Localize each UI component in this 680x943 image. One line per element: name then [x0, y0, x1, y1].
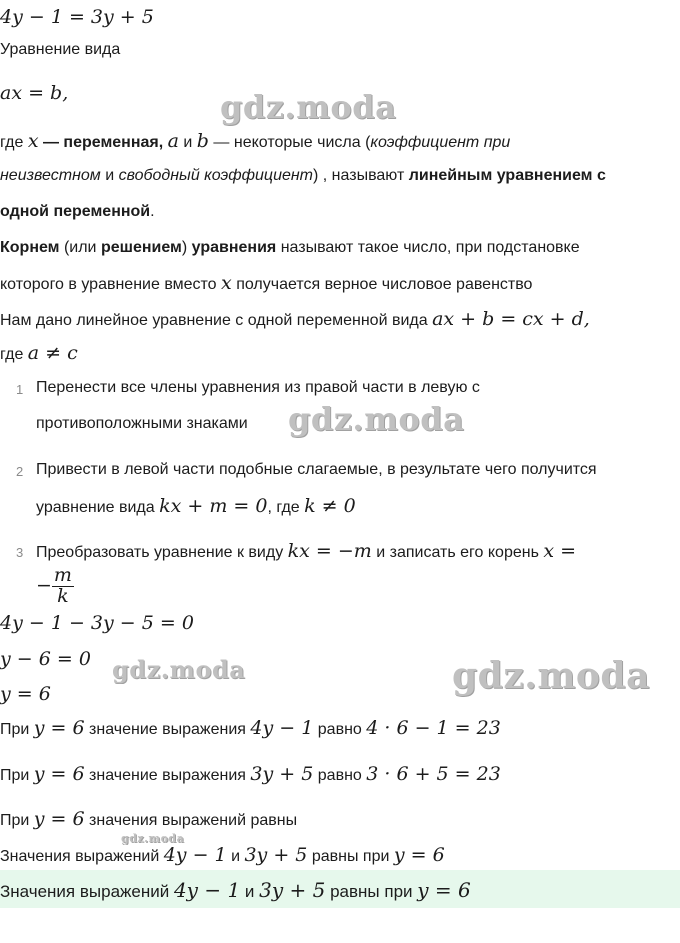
root-definition-line-1: Корнем (или решением) уравнения называют такое число, при подстановке — [0, 239, 580, 256]
watermark: gdz.moda — [220, 88, 397, 126]
step-1-line-1: Перенести все члены уравнения из правой части в левую с — [36, 379, 480, 396]
step-3-fraction: − $\frac{m}{k}$ — [36, 564, 72, 607]
answer-box — [0, 870, 680, 908]
solution-step-2: y − 6 = 0 — [0, 648, 91, 670]
definition-line-3: одной переменной. — [0, 203, 155, 220]
watermark: gdz.moda — [112, 655, 246, 684]
step-2-line-2: уравнение вида kx + m = 0, где k ≠ 0 — [36, 495, 356, 517]
task-equation: 4y − 1 = 3y + 5 — [0, 6, 154, 28]
answer-line: Значения выражений 4y − 1 и 3y + 5 равны при y = 6 — [0, 878, 471, 902]
definition-line-1: где x — переменная, a и b — некоторые числа (коэффициент при — [0, 130, 511, 152]
check-line-1: При y = 6 значение выражения 4y − 1 равно 4 · 6 − 1 = 23 — [0, 717, 501, 739]
definition-line-2: неизвестном и свободный коэффициент) , называют линейным уравнением с — [0, 167, 606, 184]
step-2-line-1: Привести в левой части подобные слагаемые, в результате чего получится — [36, 461, 597, 478]
form-intro: Уравнение вида — [0, 41, 121, 58]
check-line-2: При y = 6 значение выражения 3y + 5 равно 3 · 6 + 5 = 23 — [0, 763, 501, 785]
fraction: $\frac{m}{k}$ — [53, 564, 72, 607]
watermark: gdz.moda — [121, 832, 185, 845]
step-number: 1 — [16, 382, 24, 397]
watermark: gdz.moda — [452, 655, 650, 697]
solution-step-1: 4y − 1 − 3y − 5 = 0 — [0, 612, 194, 634]
step-1-line-2: противоположными знаками — [36, 415, 248, 432]
step-number: 2 — [16, 464, 24, 479]
form-formula: ax = b, — [0, 82, 69, 104]
watermark: gdz.moda — [288, 400, 465, 438]
given-line-1: Нам дано линейное уравнение с одной переменной вида ax + b = cx + d, — [0, 308, 590, 330]
solution-step-3: y = 6 — [0, 683, 51, 705]
check-line-3: При y = 6 значения выражений равны — [0, 808, 298, 830]
step-number: 3 — [16, 545, 24, 560]
root-definition-line-2: которого в уравнение вместо x получается верное числовое равенство — [0, 272, 533, 294]
step-3-line-1: Преобразовать уравнение к виду kx = −m и записать его корень x = — [36, 540, 577, 562]
given-line-2: где a ≠ c — [0, 342, 78, 364]
conclusion-line: Значения выражений 4y − 1 и 3y + 5 равны при y = 6 — [0, 844, 445, 866]
